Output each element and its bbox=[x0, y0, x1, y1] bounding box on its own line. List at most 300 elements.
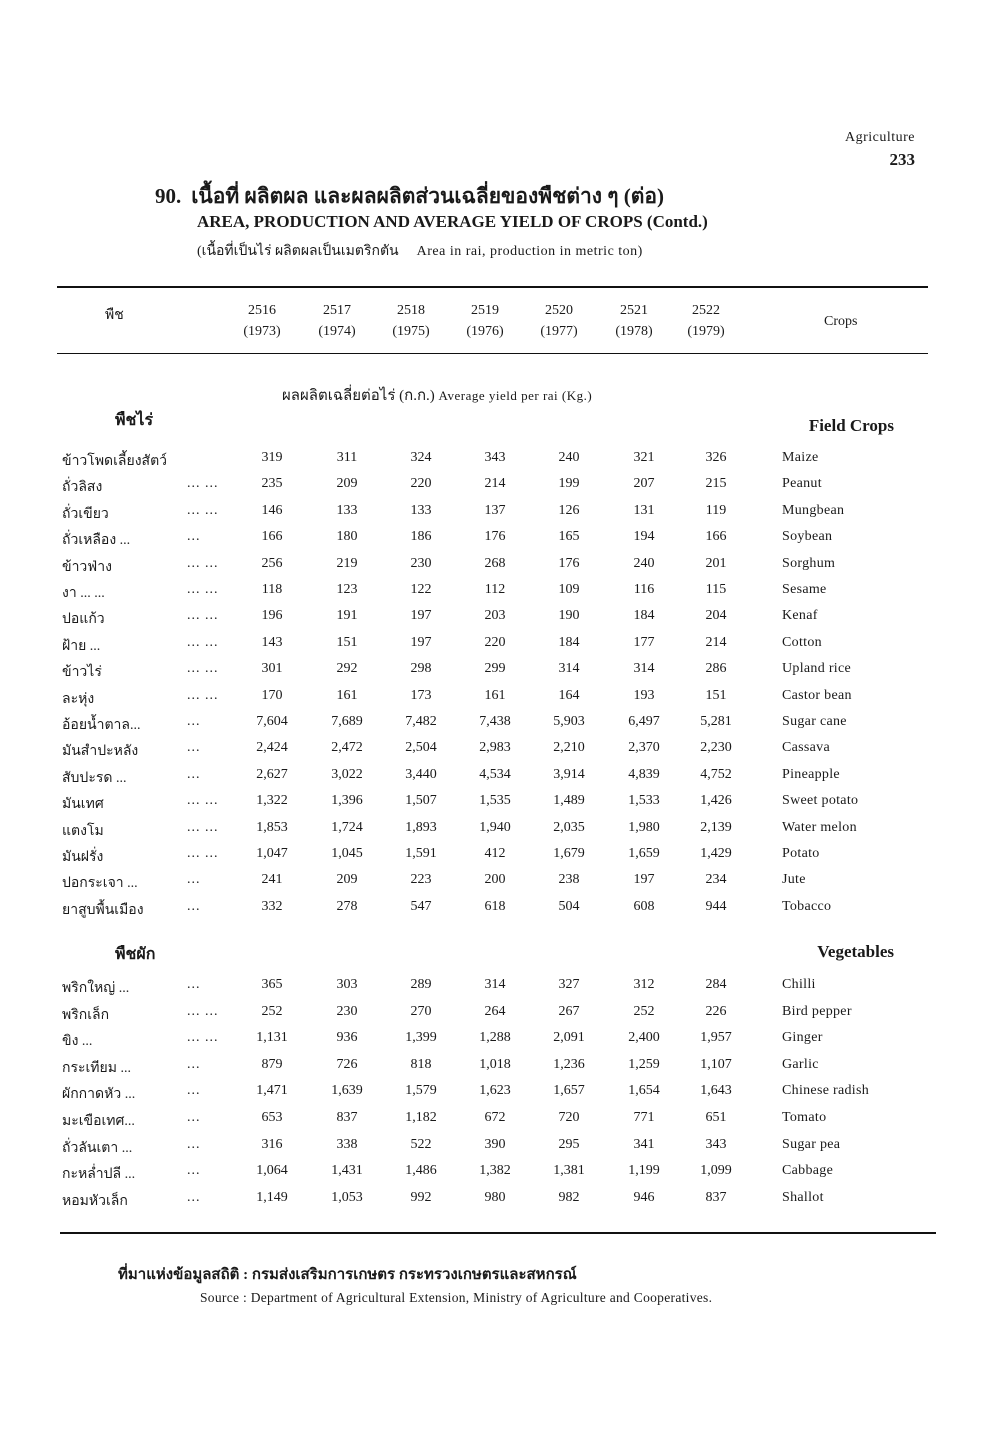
crop-name-thai: มันเทศ bbox=[62, 797, 104, 813]
table-row bbox=[0, 1163, 990, 1189]
yield-value: 241 bbox=[261, 872, 283, 888]
yield-value: 4,534 bbox=[479, 766, 511, 782]
yield-value: 343 bbox=[484, 450, 506, 465]
yield-value: 1,657 bbox=[553, 1083, 585, 1099]
yield-value: 936 bbox=[336, 1030, 358, 1046]
yield-value: 240 bbox=[558, 450, 580, 465]
crop-name-en: Shallot bbox=[782, 1189, 824, 1205]
table-row bbox=[0, 450, 990, 476]
yield-value: 338 bbox=[336, 1136, 358, 1152]
yield-caption-en: Average yield per rai (Kg.) bbox=[438, 388, 593, 403]
yield-value: 818 bbox=[410, 1056, 432, 1072]
yield-value: 1,182 bbox=[405, 1110, 437, 1125]
table-row bbox=[0, 820, 990, 846]
crops-header-en: Crops bbox=[824, 314, 858, 329]
page-number: 233 bbox=[889, 150, 915, 169]
yield-value: 133 bbox=[336, 502, 358, 518]
leader-dots: ... bbox=[187, 714, 201, 729]
yield-value: 252 bbox=[633, 1003, 655, 1019]
title-thai-text: เนื้อที่ ผลิตผล และผลผลิตส่วนเฉลี่ยของพืชต่าง ๆ (ต่อ) bbox=[191, 184, 665, 208]
leader-dots: ... bbox=[187, 529, 201, 545]
yield-value: 1,679 bbox=[553, 846, 585, 861]
year-be: 2517 bbox=[323, 303, 351, 318]
yield-value: 2,370 bbox=[628, 740, 660, 756]
table-row bbox=[0, 899, 990, 925]
yield-value: 1,623 bbox=[479, 1083, 511, 1099]
yield-value: 316 bbox=[261, 1136, 283, 1152]
yield-value: 176 bbox=[558, 555, 580, 571]
crop-name-en: Pineapple bbox=[782, 766, 840, 782]
yield-value: 191 bbox=[336, 608, 358, 624]
crop-name-en: Sugar pea bbox=[782, 1136, 841, 1152]
table-row bbox=[0, 872, 990, 898]
yield-value: 209 bbox=[336, 476, 358, 492]
leader-dots: ... bbox=[187, 977, 201, 992]
yield-value: 2,504 bbox=[405, 740, 437, 756]
yield-value: 837 bbox=[705, 1189, 727, 1205]
yield-value: 608 bbox=[633, 898, 655, 914]
yield-value: 199 bbox=[558, 476, 580, 492]
yield-value: 116 bbox=[633, 582, 655, 597]
yield-value: 1,579 bbox=[405, 1083, 437, 1099]
yield-value: 4,752 bbox=[700, 766, 732, 782]
yield-value: 186 bbox=[410, 529, 432, 545]
yield-value: 215 bbox=[705, 476, 727, 492]
yield-value: 2,400 bbox=[628, 1030, 660, 1046]
year-be: 2521 bbox=[620, 303, 648, 318]
table-row bbox=[0, 556, 990, 582]
yield-value: 176 bbox=[484, 529, 506, 545]
leader-dots: ... ... bbox=[187, 582, 219, 597]
yield-value: 220 bbox=[484, 634, 506, 650]
yield-value: 1,382 bbox=[479, 1163, 511, 1179]
yield-value: 1,507 bbox=[405, 793, 437, 809]
yield-value: 343 bbox=[705, 1136, 727, 1152]
table-row bbox=[0, 740, 990, 766]
yield-value: 184 bbox=[633, 608, 655, 624]
crop-name-en: Mungbean bbox=[782, 502, 845, 518]
yield-value: 230 bbox=[410, 555, 432, 571]
yield-value: 311 bbox=[336, 450, 358, 465]
yield-value: 177 bbox=[633, 634, 655, 650]
table-row bbox=[0, 977, 990, 1003]
yield-value: 3,914 bbox=[553, 766, 585, 782]
yield-value: 720 bbox=[558, 1110, 580, 1125]
yield-value: 879 bbox=[261, 1056, 283, 1072]
yield-value: 1,018 bbox=[479, 1056, 511, 1072]
table-bottom-rule bbox=[60, 1232, 936, 1234]
yield-value: 301 bbox=[261, 661, 283, 677]
table-row bbox=[0, 714, 990, 740]
yield-value: 219 bbox=[336, 555, 358, 571]
yield-value: 264 bbox=[484, 1003, 506, 1019]
year-header-1 bbox=[302, 300, 372, 342]
yield-value: 1,980 bbox=[628, 819, 660, 835]
crop-name-thai: มันสำปะหลัง bbox=[62, 744, 139, 760]
crop-name-thai: ข้าวฟ่าง bbox=[62, 559, 112, 575]
leader-dots: ... ... bbox=[187, 661, 219, 677]
yield-value: 1,431 bbox=[331, 1163, 363, 1179]
yield-value: 314 bbox=[633, 661, 655, 677]
yield-value: 726 bbox=[336, 1056, 358, 1072]
year-be: 2522 bbox=[692, 303, 720, 318]
year-header-5 bbox=[599, 300, 669, 342]
crop-name-thai: ถั่วเหลือง ... bbox=[62, 533, 131, 549]
yield-value: 133 bbox=[410, 502, 432, 518]
crop-name-en: Upland rice bbox=[782, 661, 851, 677]
crop-name-en: Water melon bbox=[782, 819, 857, 835]
yield-value: 2,035 bbox=[553, 819, 585, 835]
yield-value: 341 bbox=[633, 1136, 655, 1152]
year-be: 2519 bbox=[471, 303, 499, 318]
crop-name-thai: พริกเล็ก bbox=[62, 1007, 110, 1023]
year-ce: (1979) bbox=[687, 324, 725, 339]
yield-value: 1,322 bbox=[256, 793, 288, 809]
crop-name-en: Maize bbox=[782, 450, 819, 465]
yield-value: 161 bbox=[484, 687, 506, 703]
crop-name-thai: มันฝรั่ง bbox=[62, 850, 104, 865]
yield-value: 115 bbox=[705, 582, 727, 597]
leader-dots: ... bbox=[187, 872, 201, 888]
yield-value: 2,627 bbox=[256, 766, 288, 782]
year-ce: (1977) bbox=[540, 324, 578, 339]
yield-value: 1,489 bbox=[553, 793, 585, 809]
yield-value: 256 bbox=[261, 555, 283, 571]
yield-value: 270 bbox=[410, 1003, 432, 1019]
crop-name-en: Chinese radish bbox=[782, 1083, 870, 1099]
year-ce: (1978) bbox=[615, 324, 653, 339]
field-crops-label-en: Field Crops bbox=[808, 416, 894, 435]
table-row bbox=[0, 1083, 990, 1109]
table-row bbox=[0, 476, 990, 502]
leader-dots: ... bbox=[187, 1083, 201, 1099]
crop-name-thai: หอมหัวเล็ก bbox=[62, 1193, 128, 1209]
table-row bbox=[0, 1137, 990, 1163]
yield-value: 298 bbox=[410, 661, 432, 677]
yield-value: 547 bbox=[410, 898, 432, 914]
year-ce: (1974) bbox=[318, 324, 356, 339]
yield-value: 122 bbox=[410, 582, 432, 597]
yield-value: 2,139 bbox=[700, 819, 732, 835]
yield-value: 1,288 bbox=[479, 1030, 511, 1046]
vegetables-label-en: Vegetables bbox=[817, 942, 894, 961]
crop-name-en: Cotton bbox=[782, 634, 822, 650]
yield-value: 197 bbox=[633, 872, 655, 888]
crop-name-thai: ถั่วเขียว bbox=[62, 506, 109, 522]
yield-value: 412 bbox=[484, 846, 506, 861]
yield-value: 1,654 bbox=[628, 1083, 660, 1099]
crop-name-thai: ข้าวโพดเลี้ยงสัตว์ bbox=[62, 454, 168, 469]
crop-name-thai: ถั่วลิสง bbox=[62, 480, 103, 496]
crop-name-thai: ปอกระเจา ... bbox=[62, 876, 138, 892]
yield-value: 7,689 bbox=[331, 714, 363, 729]
yield-value: 190 bbox=[558, 608, 580, 624]
yield-value: 992 bbox=[410, 1189, 432, 1205]
yield-value: 653 bbox=[261, 1110, 283, 1125]
crop-name-en: Peanut bbox=[782, 476, 822, 492]
leader-dots: ... ... bbox=[187, 476, 219, 492]
table-row bbox=[0, 635, 990, 661]
yield-value: 6,497 bbox=[628, 714, 660, 729]
source-thai: ที่มาแห่งข้อมูลสถิติ : กรมส่งเสริมการเกษตร กระทรวงเกษตรและสหกรณ์ bbox=[118, 1267, 577, 1283]
yield-value: 504 bbox=[558, 898, 580, 914]
yield-value: 289 bbox=[410, 977, 432, 992]
yield-value: 332 bbox=[261, 898, 283, 914]
units-note-en: Area in rai, production in metric ton) bbox=[416, 244, 643, 259]
yield-value: 193 bbox=[633, 687, 655, 703]
crop-name-en: Ginger bbox=[782, 1030, 823, 1046]
crop-name-thai: กะหล่ำปลี ... bbox=[62, 1167, 136, 1183]
yield-value: 3,440 bbox=[405, 766, 437, 782]
yield-value: 1,236 bbox=[553, 1056, 585, 1072]
yield-value: 161 bbox=[336, 687, 358, 703]
yield-value: 1,429 bbox=[700, 846, 732, 861]
leader-dots: ... ... bbox=[187, 819, 219, 835]
yield-value: 1,199 bbox=[628, 1163, 660, 1179]
yield-value: 319 bbox=[261, 450, 283, 465]
table-row bbox=[0, 688, 990, 714]
yield-value: 982 bbox=[558, 1189, 580, 1205]
crop-name-en: Garlic bbox=[782, 1056, 819, 1072]
crop-name-thai: ละหุ่ง bbox=[62, 691, 95, 707]
yield-value: 946 bbox=[633, 1189, 655, 1205]
yield-value: 1,643 bbox=[700, 1083, 732, 1099]
table-title-en: AREA, PRODUCTION AND AVERAGE YIELD OF CROPS (Contd.) bbox=[197, 212, 708, 231]
table-row bbox=[0, 1004, 990, 1030]
yield-value: 303 bbox=[336, 977, 358, 992]
yield-value: 118 bbox=[261, 582, 283, 597]
leader-dots: ... bbox=[187, 1163, 201, 1179]
yield-value: 151 bbox=[336, 634, 358, 650]
crop-name-thai: ขิง ... bbox=[62, 1034, 93, 1050]
crop-name-thai: งา ... ... bbox=[62, 586, 105, 601]
yield-value: 204 bbox=[705, 608, 727, 624]
crop-name-en: Potato bbox=[782, 846, 820, 861]
crop-name-en: Bird pepper bbox=[782, 1003, 852, 1019]
yield-value: 137 bbox=[484, 502, 506, 518]
table-row bbox=[0, 582, 990, 608]
yield-value: 223 bbox=[410, 872, 432, 888]
yield-value: 123 bbox=[336, 582, 358, 597]
crop-name-thai: ยาสูบพื้นเมือง bbox=[62, 902, 144, 918]
year-be: 2516 bbox=[248, 303, 276, 318]
yield-value: 109 bbox=[558, 582, 580, 597]
yield-value: 1,396 bbox=[331, 793, 363, 809]
yield-value: 267 bbox=[558, 1003, 580, 1019]
header-rule bbox=[57, 353, 928, 354]
table-top-rule bbox=[57, 286, 928, 288]
year-header-2 bbox=[376, 300, 446, 342]
yield-value: 7,604 bbox=[256, 714, 288, 729]
yield-caption bbox=[282, 383, 592, 407]
crop-name-en: Soybean bbox=[782, 529, 833, 545]
yield-value: 314 bbox=[484, 977, 506, 992]
yield-value: 299 bbox=[484, 661, 506, 677]
yield-value: 314 bbox=[558, 661, 580, 677]
yield-value: 1,053 bbox=[331, 1189, 363, 1205]
yield-value: 240 bbox=[633, 555, 655, 571]
year-header-0 bbox=[227, 300, 297, 342]
yield-value: 173 bbox=[410, 687, 432, 703]
table-row bbox=[0, 608, 990, 634]
crop-header-thai: พืช bbox=[105, 308, 124, 323]
yield-value: 143 bbox=[261, 634, 283, 650]
yield-value: 1,639 bbox=[331, 1083, 363, 1099]
yield-value: 2,983 bbox=[479, 740, 511, 756]
leader-dots: ... bbox=[187, 1189, 201, 1205]
yield-value: 2,424 bbox=[256, 740, 288, 756]
yield-value: 7,482 bbox=[405, 714, 437, 729]
yield-value: 286 bbox=[705, 661, 727, 677]
table-row bbox=[0, 1110, 990, 1136]
yield-value: 292 bbox=[336, 661, 358, 677]
yield-value: 164 bbox=[558, 687, 580, 703]
crop-name-en: Sesame bbox=[782, 582, 827, 597]
yield-value: 1,399 bbox=[405, 1030, 437, 1046]
crop-name-thai: ผักกาดหัว ... bbox=[62, 1087, 136, 1103]
yield-value: 1,893 bbox=[405, 819, 437, 835]
yield-value: 2,230 bbox=[700, 740, 732, 756]
year-header-3 bbox=[450, 300, 520, 342]
table-number: 90. bbox=[155, 184, 182, 208]
leader-dots: ... ... bbox=[187, 555, 219, 571]
yield-value: 234 bbox=[705, 872, 727, 888]
yield-value: 268 bbox=[484, 555, 506, 571]
leader-dots: ... ... bbox=[187, 608, 219, 624]
yield-value: 131 bbox=[633, 502, 655, 518]
yield-value: 184 bbox=[558, 634, 580, 650]
crop-name-thai: กระเทียม ... bbox=[62, 1060, 131, 1076]
yield-value: 1,426 bbox=[700, 793, 732, 809]
leader-dots: ... bbox=[187, 1110, 201, 1125]
leader-dots: ... ... bbox=[187, 634, 219, 650]
yield-value: 1,957 bbox=[700, 1030, 732, 1046]
yield-value: 1,131 bbox=[256, 1030, 288, 1046]
yield-value: 197 bbox=[410, 608, 432, 624]
units-note bbox=[197, 240, 643, 262]
table-row bbox=[0, 793, 990, 819]
leader-dots: ... bbox=[187, 766, 201, 782]
yield-value: 312 bbox=[633, 977, 655, 992]
yield-value: 1,533 bbox=[628, 793, 660, 809]
yield-value: 1,486 bbox=[405, 1163, 437, 1179]
crop-name-thai: ถั่วลันเตา ... bbox=[62, 1140, 133, 1156]
yield-value: 146 bbox=[261, 502, 283, 518]
yield-value: 295 bbox=[558, 1136, 580, 1152]
section-label: Agriculture bbox=[844, 130, 915, 145]
yield-value: 944 bbox=[705, 898, 727, 914]
table-row bbox=[0, 529, 990, 555]
yield-value: 200 bbox=[484, 872, 506, 888]
yield-caption-thai: ผลผลิตเฉลี่ยต่อไร่ (ก.ก.) bbox=[282, 388, 435, 404]
yield-value: 5,281 bbox=[700, 714, 732, 729]
year-be: 2520 bbox=[545, 303, 573, 318]
leader-dots: ... bbox=[187, 1056, 201, 1072]
crop-name-thai: ข้าวไร่ bbox=[62, 665, 102, 681]
yield-value: 2,091 bbox=[553, 1030, 585, 1046]
table-row bbox=[0, 661, 990, 687]
yield-value: 203 bbox=[484, 608, 506, 624]
yield-value: 180 bbox=[336, 529, 358, 545]
yield-value: 1,940 bbox=[479, 819, 511, 835]
yield-value: 126 bbox=[558, 502, 580, 518]
yield-value: 3,022 bbox=[331, 766, 363, 782]
yield-value: 278 bbox=[336, 898, 358, 914]
yield-value: 7,438 bbox=[479, 714, 511, 729]
yield-value: 238 bbox=[558, 872, 580, 888]
yield-value: 214 bbox=[705, 634, 727, 650]
yield-value: 119 bbox=[705, 502, 727, 518]
crop-name-en: Cassava bbox=[782, 740, 830, 756]
crop-name-en: Sweet potato bbox=[782, 793, 859, 809]
year-ce: (1976) bbox=[466, 324, 504, 339]
crop-name-thai: ปอแก้ว bbox=[62, 612, 105, 628]
leader-dots: ... ... bbox=[187, 793, 219, 809]
crop-name-en: Sugar cane bbox=[782, 714, 847, 729]
crop-name-thai: อ้อยน้ำตาล... bbox=[62, 718, 141, 733]
crop-name-en: Sorghum bbox=[782, 555, 836, 571]
yield-value: 327 bbox=[558, 977, 580, 992]
crop-name-en: Tobacco bbox=[782, 898, 832, 914]
field-crops-label-thai: พืชไร่ bbox=[115, 412, 154, 429]
table-row bbox=[0, 1057, 990, 1083]
yield-value: 1,853 bbox=[256, 819, 288, 835]
yield-value: 2,472 bbox=[331, 740, 363, 756]
crop-name-thai: ฝ้าย ... bbox=[62, 638, 101, 654]
leader-dots: ... bbox=[187, 898, 201, 914]
yield-value: 672 bbox=[484, 1110, 506, 1125]
yield-value: 980 bbox=[484, 1189, 506, 1205]
crop-name-en: Chilli bbox=[782, 977, 816, 992]
leader-dots: ... ... bbox=[187, 1030, 219, 1046]
yield-value: 5,903 bbox=[553, 714, 585, 729]
leader-dots: ... bbox=[187, 1136, 201, 1152]
yield-value: 209 bbox=[336, 872, 358, 888]
table-row bbox=[0, 1030, 990, 1056]
crop-name-thai: มะเขือเทศ... bbox=[62, 1114, 135, 1129]
table-row bbox=[0, 767, 990, 793]
yield-value: 226 bbox=[705, 1003, 727, 1019]
yield-value: 837 bbox=[336, 1110, 358, 1125]
yield-value: 151 bbox=[705, 687, 727, 703]
leader-dots: ... ... bbox=[187, 1003, 219, 1019]
yield-value: 235 bbox=[261, 476, 283, 492]
table-row bbox=[0, 1190, 990, 1216]
leader-dots: ... ... bbox=[187, 846, 219, 861]
yield-value: 2,210 bbox=[553, 740, 585, 756]
yield-value: 165 bbox=[558, 529, 580, 545]
crop-name-en: Kenaf bbox=[782, 608, 818, 624]
yield-value: 326 bbox=[705, 450, 727, 465]
leader-dots: ... bbox=[187, 740, 201, 756]
yield-value: 1,047 bbox=[256, 846, 288, 861]
crop-name-thai: สับปะรด ... bbox=[62, 770, 127, 786]
year-ce: (1973) bbox=[243, 324, 281, 339]
yield-value: 1,381 bbox=[553, 1163, 585, 1179]
yield-value: 1,724 bbox=[331, 819, 363, 835]
yield-value: 1,149 bbox=[256, 1189, 288, 1205]
year-ce: (1975) bbox=[392, 324, 430, 339]
yield-value: 230 bbox=[336, 1003, 358, 1019]
yield-value: 4,839 bbox=[628, 766, 660, 782]
crop-name-en: Cabbage bbox=[782, 1163, 834, 1179]
year-header-6 bbox=[671, 300, 741, 342]
source-en: Source : Department of Agricultural Extension, Ministry of Agriculture and Cooperatives. bbox=[200, 1290, 713, 1305]
yield-value: 321 bbox=[633, 450, 655, 465]
crop-name-thai: แตงโม bbox=[62, 823, 104, 839]
crop-name-thai: พริกใหญ่ ... bbox=[62, 981, 130, 996]
yield-value: 214 bbox=[484, 476, 506, 492]
